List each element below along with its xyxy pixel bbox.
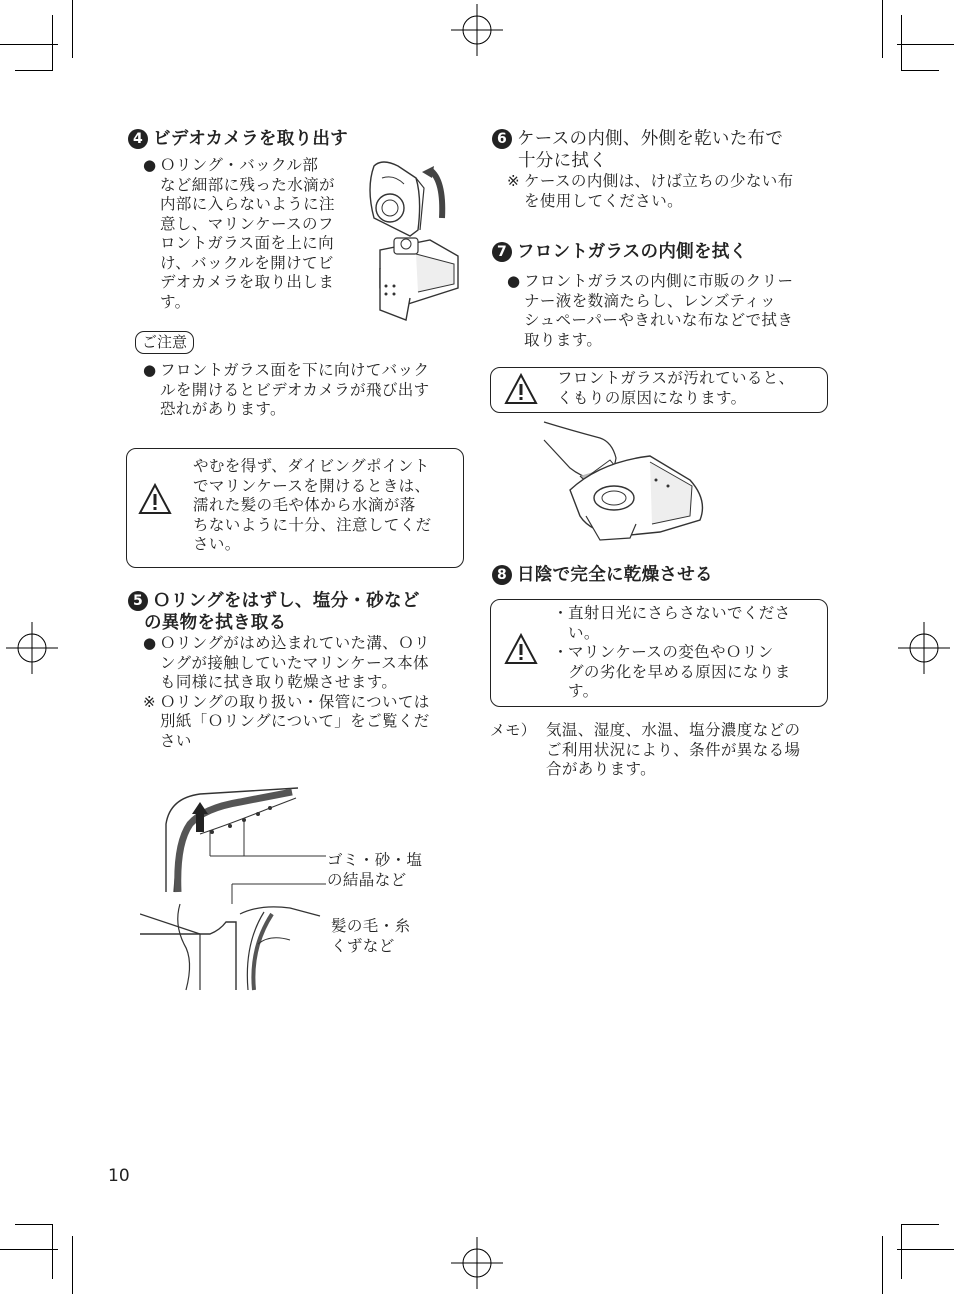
warning-3-line: 直射日光にさらさないでくださ — [568, 604, 791, 622]
hair-label-line: 髪の毛・糸 — [331, 917, 411, 935]
warning-3-line: マリンケースの変色やＯリン — [568, 643, 774, 661]
step6-title-line: ケースの内側、外側を乾いた布で — [517, 129, 784, 149]
step5-note-line: さい — [160, 731, 192, 750]
step5-heading — [128, 590, 468, 634]
warning-2-line: フロントガラスが汚れていると、 — [557, 369, 795, 387]
step7-title: フロントガラスの内側を拭く — [517, 242, 748, 262]
warning-1-line: ちないように十分、注意してくだ — [193, 515, 432, 534]
dust-label — [327, 851, 422, 890]
warning-box-3 — [490, 599, 828, 707]
step5-line: Ｏリングがはめ込まれていた溝、Ｏリ — [160, 634, 430, 652]
dust-label-line: ゴミ・砂・塩 — [327, 851, 423, 869]
step8-number: 8 — [492, 565, 512, 585]
step5-body — [143, 634, 468, 751]
warning-1-line: でマリンケースを開けるときは、 — [193, 476, 431, 495]
caution-line: フロントガラス面を下に向けてバック — [160, 361, 430, 379]
hair-label — [331, 917, 411, 956]
step4-line: け、バックルを開けてビ — [160, 253, 334, 272]
step4-line: す。 — [160, 292, 191, 311]
note-mark: ※ — [143, 692, 156, 711]
step7-line: フロントガラスの内側に市販のクリー — [524, 272, 794, 290]
warning-3-text — [553, 604, 821, 702]
step7-line: シュペーパーやきれいな布などで拭き — [524, 311, 794, 329]
step6-note — [507, 172, 832, 211]
middle-dot-icon: ・ — [553, 643, 569, 661]
memo-label: メモ） — [490, 721, 537, 739]
step8-title: 日陰で完全に乾燥させる — [517, 565, 713, 585]
step4-line: など細部に残った水滴が — [160, 175, 335, 194]
step5-title-line: Ｏリングをはずし、塩分・砂など — [153, 591, 420, 611]
step6-title-line: 十分に拭く — [518, 151, 607, 171]
memo-line: 合があります。 — [546, 760, 657, 778]
caution-tag: ご注意 — [135, 331, 194, 354]
step5-note-line: Ｏリングの取り扱い・保管については — [160, 692, 430, 711]
registration-mark-top — [451, 4, 503, 56]
warning-box-1 — [126, 448, 464, 568]
warning-box-2 — [490, 367, 828, 413]
step5-number: 5 — [128, 591, 148, 611]
bullet-icon: ● — [143, 634, 157, 652]
step5-note-line: 別紙「Ｏリングについて」をご覧くだ — [160, 712, 430, 730]
middle-dot-icon: ・ — [553, 604, 569, 622]
bullet-icon: ● — [143, 361, 157, 379]
step4-body — [143, 156, 363, 312]
step4-line: 内部に入らないように注 — [160, 195, 335, 213]
step5-title-line: の異物を拭き取る — [144, 613, 287, 633]
step6-note-line: ケースの内側は、けば立ちの少ない布 — [524, 172, 794, 190]
step6-number: 6 — [492, 129, 512, 149]
warning-3-line: グの劣化を早める原因になりま — [568, 662, 791, 681]
step6-note-line: を使用してください。 — [524, 191, 684, 210]
registration-mark-bottom — [451, 1237, 503, 1289]
step4-heading — [128, 128, 348, 150]
step6-heading — [492, 128, 832, 172]
caution-line: 恐れがあります。 — [160, 400, 286, 418]
open-case-illustration — [360, 158, 468, 324]
caution-body — [143, 361, 468, 420]
warning-icon — [138, 483, 172, 515]
bullet-icon: ● — [143, 156, 157, 174]
step4-title: ビデオカメラを取り出す — [153, 129, 348, 149]
warning-3-line: す。 — [568, 682, 599, 700]
warning-1-text — [193, 457, 461, 555]
step7-line: ナー液を数滴たらし、レンズティッ — [524, 291, 776, 310]
step7-heading — [492, 241, 747, 263]
step8-heading — [492, 564, 713, 586]
memo-line: ご利用状況により、条件が異なる場 — [546, 740, 801, 759]
warning-icon — [504, 373, 538, 405]
registration-mark-left — [6, 622, 58, 674]
bullet-icon: ● — [507, 272, 521, 290]
warning-2-text — [557, 369, 825, 408]
step4-number: 4 — [128, 129, 148, 149]
warning-1-line: やむを得ず、ダイビングポイント — [193, 457, 430, 475]
warning-2-line: くもりの原因になります。 — [557, 388, 747, 407]
step4-line: ロントガラス面を上に向 — [160, 234, 334, 252]
warning-3-line: い。 — [568, 623, 600, 642]
memo — [490, 721, 830, 780]
memo-line: 気温、湿度、水温、塩分濃度などの — [546, 721, 801, 739]
step5-line: も同様に拭き取り乾燥させます。 — [160, 673, 398, 691]
registration-mark-right — [898, 622, 950, 674]
step4-line: 意し、マリンケースのフ — [160, 214, 334, 233]
step7-body — [507, 272, 832, 350]
warning-1-line: さい。 — [193, 535, 241, 553]
step7-line: 取ります。 — [524, 330, 603, 349]
dust-label-line: の結晶など — [327, 870, 407, 889]
step5-line: ングが接触していたマリンケース本体 — [160, 653, 429, 672]
note-mark: ※ — [507, 172, 520, 190]
caution-line: ルを開けるとビデオカメラが飛び出す — [160, 380, 430, 399]
warning-1-line: 濡れた髪の毛や体から水滴が落 — [193, 496, 416, 514]
page-number: 10 — [108, 1166, 130, 1186]
warning-icon — [504, 633, 538, 665]
hair-label-line: くずなど — [331, 936, 395, 955]
step7-number: 7 — [492, 242, 512, 262]
wiping-illustration — [540, 420, 710, 542]
step4-line: Ｏリング・バックル部 — [160, 156, 319, 174]
step4-line: デオカメラを取り出しま — [160, 273, 335, 291]
